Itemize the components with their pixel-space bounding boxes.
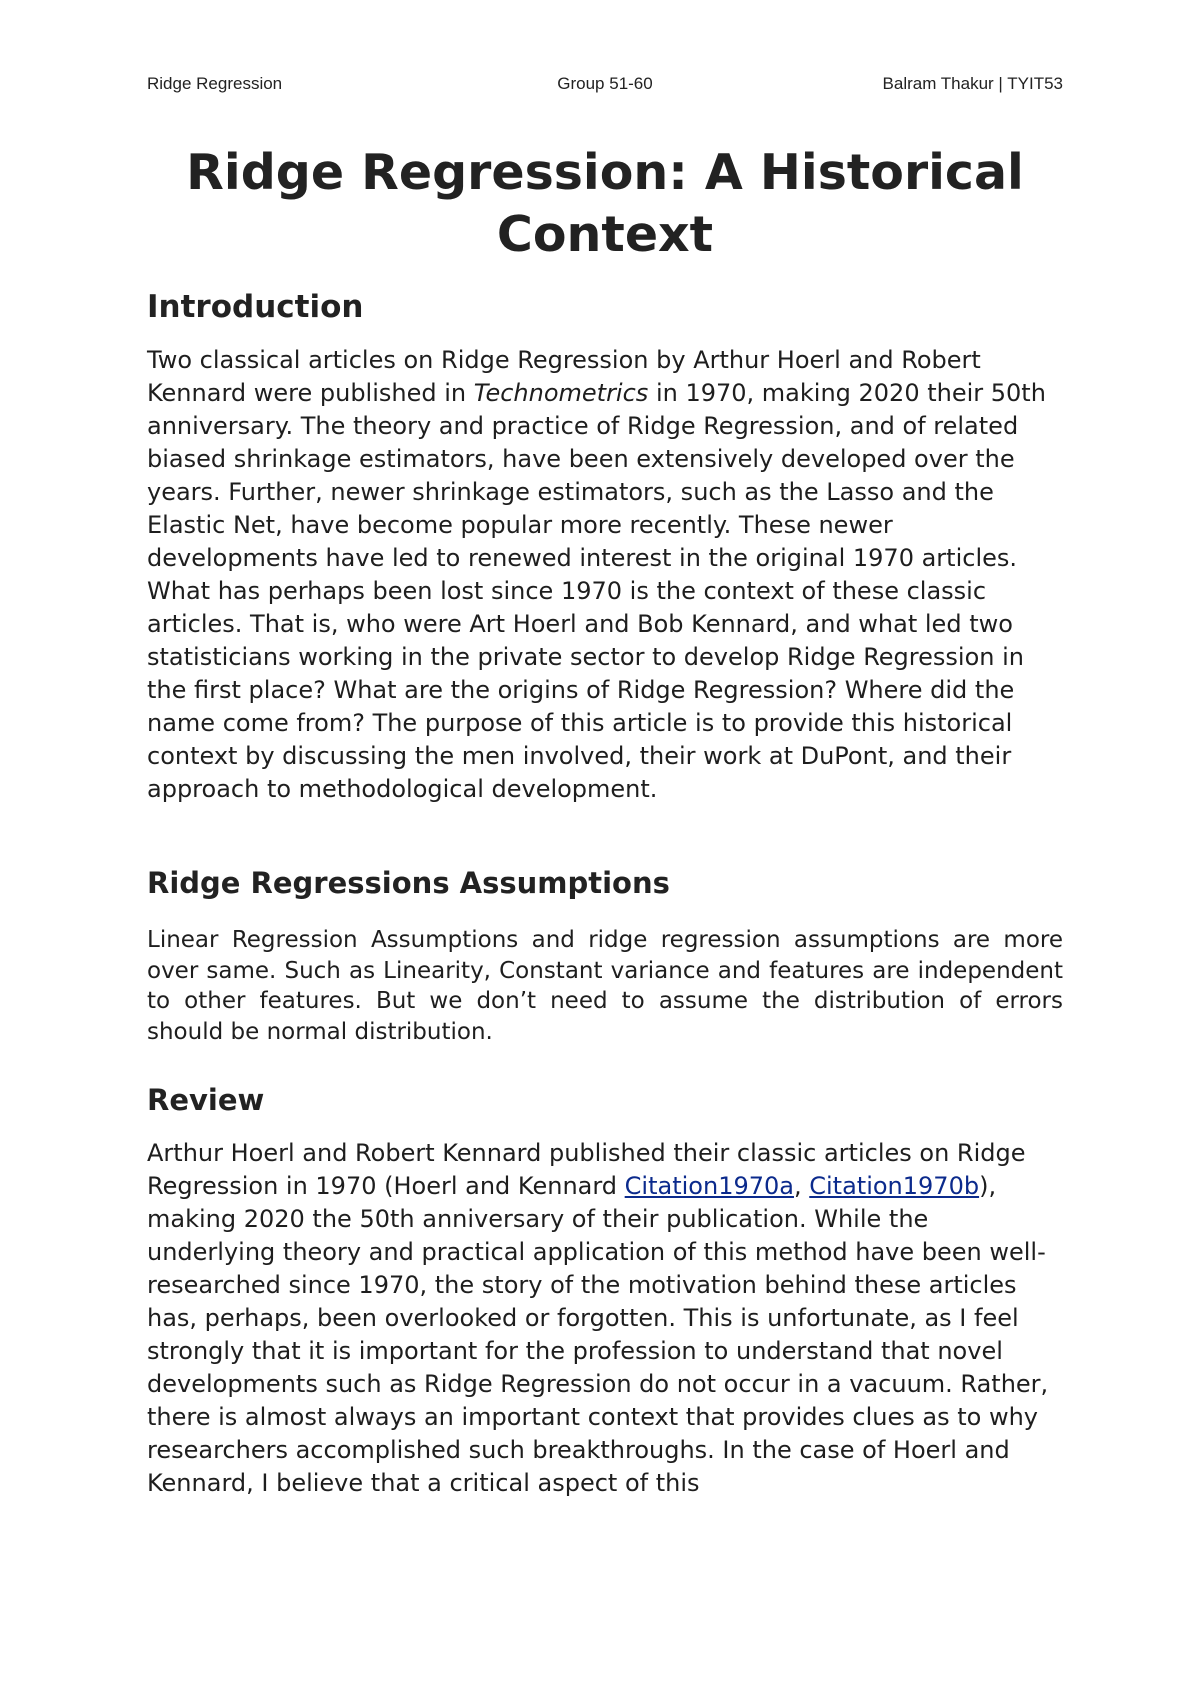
journal-name: Technometrics (473, 379, 649, 407)
document-title: Ridge Regression: A Historical Context (186, 144, 1024, 263)
citation-separator: , (793, 1172, 810, 1200)
review-paragraph (147, 1137, 1063, 1500)
page-header (147, 74, 1063, 98)
citation-1970b-link[interactable]: Citation1970b (809, 1172, 980, 1200)
introduction-heading: Introduction (147, 289, 364, 325)
introduction-text-end: in 1970, making 2020 their 50th anniversary. The theory and practice of Ridge Regression, and of related biased shrinkage estimators, have been extensively developed over the years. Further, newer shrinkage estimators, such as the Lasso and the Elastic Net, have become popular more recently. These newer developments have led to renewed interest in the original 1970 articles. What has perhaps been lost since 1970 is the context of these classic articles. That is, who were Art Hoerl and Bob Kennard, and what led two statisticians working in the private sector to develop Ridge Regression in the first place? What are the origins of Ridge Regression? Where did the name come from? The purpose of this article is to provide this historical context by discussing the men involved, their work at DuPont, and their approach to methodological development. (147, 379, 1046, 803)
header-left-text: Ridge Regression (147, 74, 283, 93)
introduction-paragraph (147, 344, 1063, 806)
review-heading: Review (147, 1083, 265, 1117)
header-center-text: Group 51-60 (557, 74, 653, 93)
review-text-start: Arthur Hoerl and Robert Kennard published their classic articles on Ridge Regression in 1970 (Hoerl and Kennard (147, 1139, 1026, 1200)
introduction-text-start: Two classical articles on Ridge Regression by Arthur Hoerl and Robert Kennard were published in (147, 346, 981, 407)
assumptions-heading: Ridge Regressions Assumptions (147, 866, 670, 900)
assumptions-paragraph: Linear Regression Assumptions and ridge regression assumptions are more over same. Such as Linearity, Constant variance and features are independent to other features. But we don’t need to assume the distribution of errors should be normal distribution. (147, 927, 1063, 1045)
citation-1970a-link[interactable]: Citation1970a (624, 1172, 794, 1200)
review-text-end: ), making 2020 the 50th anniversary of their publication. While the underlying theory and practical application of this method have been well-researched since 1970, the story of the motivation behind these articles has, perhaps, been overlooked or forgotten. This is unfortunate, as I feel strongly that it is important for the profession to understand that novel developments such as Ridge Regression do not occur in a vacuum. Rather, there is almost always an important context that provides clues as to why researchers accomplished such breakthroughs. In the case of Hoerl and Kennard, I believe that a critical aspect of this (147, 1172, 1049, 1497)
header-right-text: Balram Thakur | TYIT53 (882, 74, 1063, 93)
